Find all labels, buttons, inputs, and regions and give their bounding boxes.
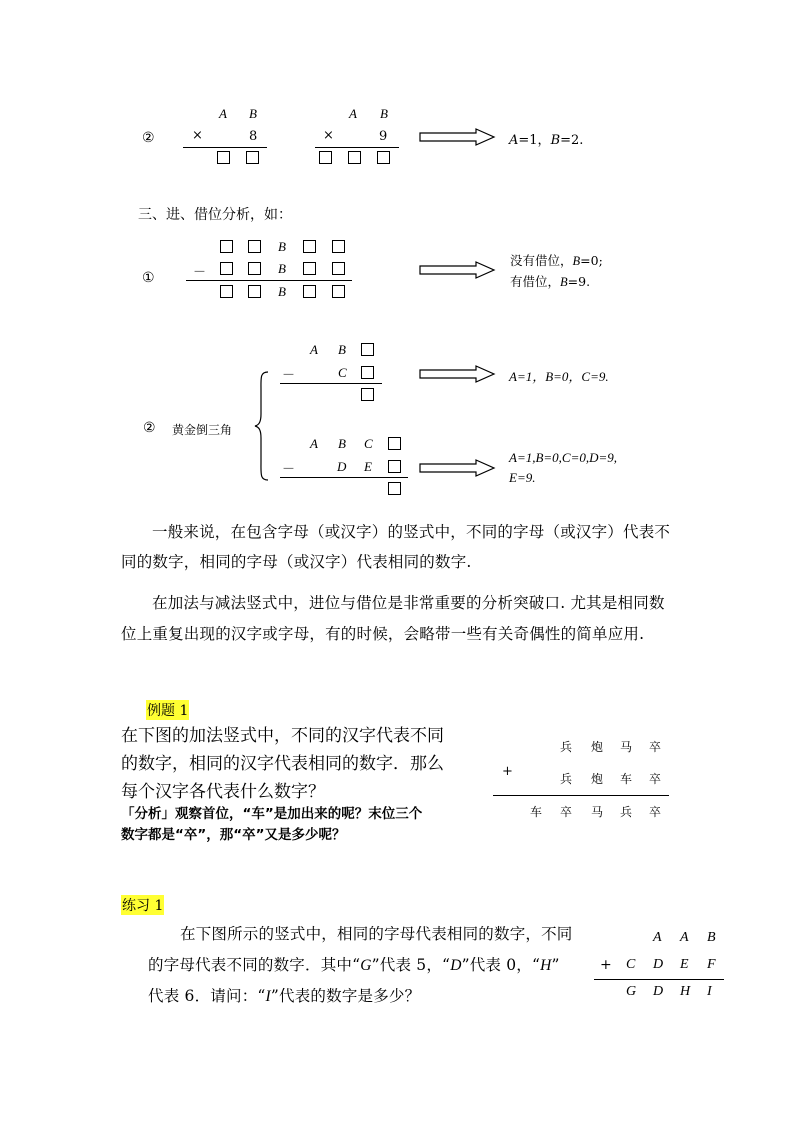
practice-tag: 练习 1 xyxy=(121,895,164,915)
vertical-line xyxy=(186,280,352,281)
brace-icon xyxy=(254,370,270,482)
digit-box xyxy=(303,240,316,253)
vertical-line xyxy=(594,979,724,980)
result-line: 没有借位，B=0; xyxy=(510,253,603,268)
digit-box xyxy=(361,343,374,356)
result-text: A=1，B=0，C=9. xyxy=(509,369,609,384)
digit-box xyxy=(388,482,401,495)
digit-box xyxy=(332,240,345,253)
char-cell: 马 xyxy=(591,805,604,819)
digit-box xyxy=(361,366,374,379)
practice-line: 在下图所示的竖式中，相同的字母代表相同的数字，不同 xyxy=(180,925,573,943)
char-cell: 卒 xyxy=(649,740,662,754)
vertical-line xyxy=(183,147,267,148)
char-cell: 卒 xyxy=(649,772,662,786)
vertical-line xyxy=(280,477,408,478)
letter-c: C xyxy=(364,436,373,451)
letter-cell: H xyxy=(680,984,691,999)
char-cell: 车 xyxy=(530,805,543,819)
result-text: A=1，B=2. xyxy=(509,133,584,148)
item-marker: ② xyxy=(143,420,156,436)
letter-cell: G xyxy=(626,984,637,999)
letter-a: A xyxy=(310,342,318,357)
char-cell: 炮 xyxy=(591,772,604,786)
digit-box xyxy=(303,285,316,298)
letter-cell: D xyxy=(653,984,664,999)
arrow-icon xyxy=(420,366,496,382)
vertical-line xyxy=(280,383,382,384)
arrow-icon xyxy=(420,262,496,278)
multiplier-digit: 8 xyxy=(249,129,258,144)
letter-b: B xyxy=(278,261,286,276)
analysis-line: 数字都是“卒”，那“卒”又是多少呢？ xyxy=(121,827,346,843)
digit-box xyxy=(217,151,230,164)
digit-box xyxy=(220,285,233,298)
digit-box xyxy=(220,262,233,275)
digit-box xyxy=(319,151,332,164)
digit-box xyxy=(388,460,401,473)
digit-box xyxy=(246,151,259,164)
golden-triangle-label: 黄金倒三角 xyxy=(172,423,233,437)
vertical-letter-b: B xyxy=(380,106,388,121)
vertical-letter-b: B xyxy=(249,106,257,121)
minus-sign: － xyxy=(282,368,296,383)
char-cell: 兵 xyxy=(620,805,633,819)
multiplier-digit: 9 xyxy=(379,129,388,144)
plus-sign: + xyxy=(600,957,612,973)
char-cell: 炮 xyxy=(591,740,604,754)
char-cell: 马 xyxy=(620,740,633,754)
digit-box xyxy=(348,151,361,164)
analysis-line: 「分析」观察首位，“车”是加出来的呢？末位三个 xyxy=(121,806,423,822)
paragraph-line: 位上重复出现的汉字或字母，有的时候，会略带一些有关奇偶性的简单应用. xyxy=(121,625,645,643)
paragraph-line: 在加法与减法竖式中，进位与借位是非常重要的分析突破口. 尤其是相同数 xyxy=(152,594,665,612)
char-cell: 兵 xyxy=(560,772,573,786)
arrow-icon xyxy=(420,129,496,145)
digit-box xyxy=(248,285,261,298)
result-text: E=9. xyxy=(509,470,536,485)
arrow-icon xyxy=(420,460,496,476)
plus-sign: + xyxy=(502,764,513,779)
digit-box xyxy=(220,240,233,253)
minus-sign: － xyxy=(193,265,207,280)
minus-sign: － xyxy=(282,462,296,477)
digit-box xyxy=(388,437,401,450)
char-cell: 卒 xyxy=(649,805,662,819)
vertical-line xyxy=(315,147,399,148)
example-tag: 例题 1 xyxy=(146,700,189,720)
letter-cell: I xyxy=(707,984,712,999)
question-line: 每个汉字各代表什么数字？ xyxy=(121,782,325,802)
vertical-letter-a: A xyxy=(349,106,357,121)
letter-cell: F xyxy=(707,957,716,972)
letter-b: B xyxy=(278,284,286,299)
practice-line: 代表 6．请问：“I”代表的数字是多少？ xyxy=(148,987,421,1005)
letter-b: B xyxy=(338,342,346,357)
letter-cell: C xyxy=(626,957,636,972)
multiply-sign: × xyxy=(323,128,334,143)
letter-d: D xyxy=(337,459,347,474)
letter-e: E xyxy=(364,459,372,474)
digit-box xyxy=(303,262,316,275)
letter-a: A xyxy=(310,436,318,451)
result-line: 有借位，B=9. xyxy=(510,274,591,289)
paragraph-line: 一般来说，在包含字母（或汉字）的竖式中，不同的字母（或汉字）代表不 xyxy=(152,523,671,541)
question-line: 的数字，相同的汉字代表相同的数字．那么 xyxy=(121,754,444,774)
letter-cell: E xyxy=(680,957,689,972)
paragraph-line: 同的数字，相同的字母（或汉字）代表相同的数字. xyxy=(121,553,472,571)
letter-cell: A xyxy=(680,930,689,945)
vertical-line xyxy=(493,795,669,796)
digit-box xyxy=(248,262,261,275)
letter-b: B xyxy=(278,239,286,254)
question-line: 在下图的加法竖式中，不同的汉字代表不同 xyxy=(121,726,444,746)
letter-cell: A xyxy=(653,930,662,945)
digit-box xyxy=(248,240,261,253)
letter-c: C xyxy=(338,365,347,380)
letter-cell: D xyxy=(653,957,664,972)
practice-line: 的字母代表不同的数字．其中“G”代表 5，“D”代表 0，“H” xyxy=(148,956,560,974)
result-text: A=1,B=0,C=0,D=9, xyxy=(509,450,618,465)
digit-box xyxy=(361,388,374,401)
multiply-sign: × xyxy=(192,128,203,143)
letter-cell: B xyxy=(707,930,716,945)
digit-box xyxy=(332,262,345,275)
item-marker: ② xyxy=(142,130,155,146)
char-cell: 兵 xyxy=(560,740,573,754)
vertical-letter-a: A xyxy=(219,106,227,121)
section-heading: 三、进、借位分析，如： xyxy=(138,207,292,223)
digit-box xyxy=(377,151,390,164)
char-cell: 卒 xyxy=(560,805,573,819)
digit-box xyxy=(332,285,345,298)
letter-b: B xyxy=(338,436,346,451)
char-cell: 车 xyxy=(620,772,633,786)
item-marker: ① xyxy=(142,270,155,286)
